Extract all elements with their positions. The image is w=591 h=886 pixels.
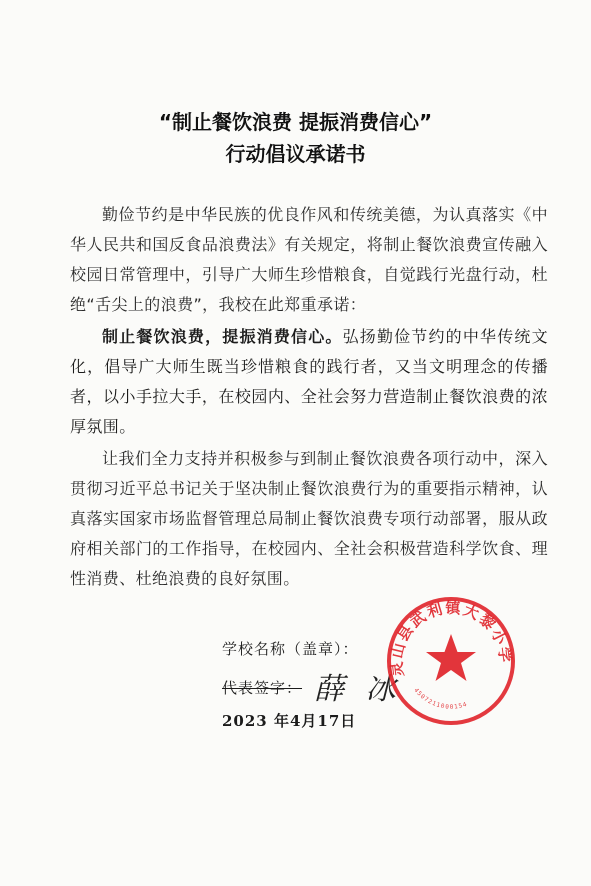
paragraph-intro: 勤俭节约是中华民族的优良作风和传统美德，为认真落实《中华人民共和国反食品浪费法》有关规定，将制止餐饮浪费宣传融入校园日常管理中，引导广大师生珍惜粮食，自觉践行光盘行动，杜绝“舌尖上的浪费”，我校在此郑重承诺： [70, 205, 548, 314]
document-title-line1: “制止餐饮浪费 提振消费信心” [158, 110, 433, 134]
document-title-line2: 行动倡议承诺书 [225, 142, 366, 166]
svg-text:4507211000154 [412, 687, 468, 711]
signature-date: 2023 年4月17日 [222, 712, 357, 730]
stamp-code: 4507211000154 [412, 686, 469, 711]
paragraph-pledge-body: 弘扬勤俭节约的中华传统文化，倡导广大师生既当珍惜粮食的践行者，又当文明理念的传播者，以小手拉大手，在校园内、全社会努力营造制止餐饮浪费的浓厚氛围。 [70, 327, 548, 436]
paragraph-pledge-lead: 制止餐饮浪费，提振消费信心。 [102, 327, 343, 346]
star-icon [426, 634, 476, 681]
paragraph-call-to-action: 让我们全力支持并积极参与到制止餐饮浪费各项行动中，深入贯彻习近平总书记关于坚决制止餐饮浪费行为的重要指示精神，认真落实国家市场监督管理总局制止餐饮浪费专项行动部署，服从政府相关部门的工作指导，在校园内、全社会积极营造科学饮食、理性消费、杜绝浪费的良好氛围。 [70, 449, 548, 588]
handwritten-signature: 薛 冰 [314, 672, 402, 707]
paragraph-pledge [70, 322, 548, 442]
representative-signature-line [222, 677, 302, 698]
representative-label: 代表签字： [222, 679, 303, 697]
school-seal-stamp [384, 594, 518, 728]
school-name-label: 学校名称（盖章）： [222, 640, 359, 658]
stamp-text: 灵山县武利镇大黎小学 [387, 598, 515, 678]
